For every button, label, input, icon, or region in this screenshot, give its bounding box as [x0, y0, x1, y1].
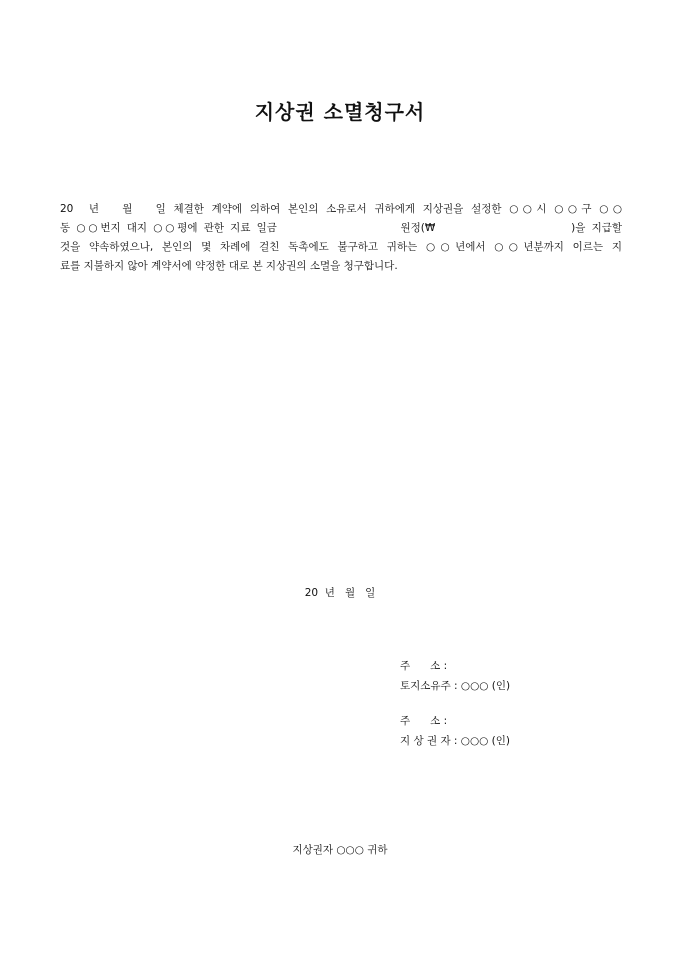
superficiary-block: [400, 711, 510, 751]
superficiary-name: 지 상 권 자 : ○○○ (인): [400, 735, 510, 747]
superficiary-address: 주 소 :: [400, 715, 448, 727]
body-line: 것을 약속하였으나, 본인의 몇 차례에 걸친 독촉에도 불구하고 귀하는 ○○년에서 ○○년분까지 이르는 지: [60, 241, 622, 253]
landowner-block: [400, 656, 510, 696]
body-line: 20 년 월 일 체결한 계약에 의하여 본인의 소유로서 귀하에게 지상권을 설정한 ○○시 ○○구 ○○: [60, 203, 622, 215]
document-date: 20 년 월 일: [304, 587, 376, 599]
document-body: [60, 200, 622, 276]
body-line: 료를 지불하지 않아 계약서에 약정한 대로 본 지상권의 소멸을 청구합니다.: [60, 260, 398, 272]
landowner-address: 주 소 :: [400, 660, 448, 672]
landowner-name: 토지소유주 : ○○○ (인): [400, 680, 511, 692]
addressee: 지상권자 ○○○ 귀하: [292, 844, 388, 856]
document-title: 지상권 소멸청구서: [254, 100, 426, 124]
body-line: 동 ○○번지 대지 ○○평에 관한 지료 일금 원정(₩ )을 지급할: [60, 222, 622, 234]
